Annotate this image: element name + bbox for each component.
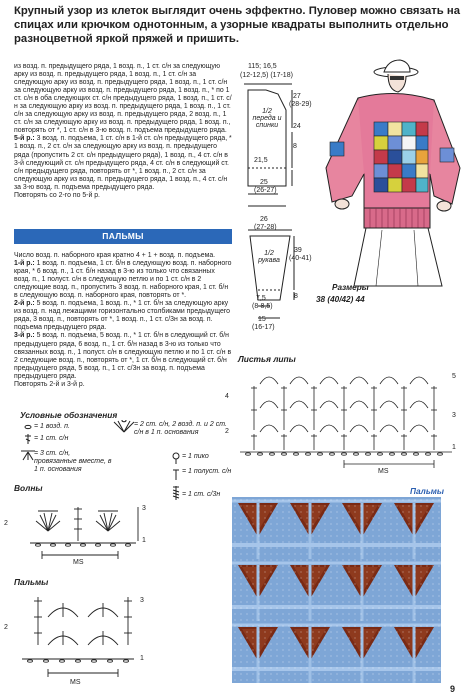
legend-item: = 1 пико	[182, 453, 209, 460]
row-number: 5	[452, 373, 456, 380]
stitch-columns	[251, 434, 437, 450]
row-number: 4	[225, 393, 229, 400]
legend-item: = 1 ст. с/3н	[182, 491, 221, 498]
dim-label: (26-27)	[254, 187, 277, 194]
dim-label: 21,5	[254, 157, 268, 164]
row-number: 2	[225, 428, 229, 435]
sunglasses	[390, 76, 404, 80]
dim-label: 7,5	[256, 295, 266, 302]
repeat-note: Повторять 2-й и 3-й р.	[14, 380, 85, 388]
dim-label: 115; 16,5	[248, 63, 277, 70]
pattern-paragraph: из возд. п. предыдущего ряда, 1 возд. п., 1 ст. с/н за следующую арку из возд. п. предыдущего ряда, 1 возд. п., 1 ст. с/н за следующую арку из возд. п. предыдущего ряда, 1 возд. п., 1 ст. с/н за следующую арку из возд. п. предыдущего ряда, 1 возд. п., * по 1 ст. с/н в оба следующих ст. с/н предыдущего ряда, 1 возд. п., 1 ст. с/н за следующую арку из возд. п. предыдущего ряда, 1 возд. п., 1 ст. с/н за следующую арку из возд. п. предыдущего ряда, 2 возд. п., 1 ст. с/н за следующую арку из возд. п. предыдущего ряда, 1 возд. п., повторять от *, 1 ст. с/н в 3-ю возд. п. подъема предыдущего ряда.	[14, 63, 232, 135]
dim-label: 27	[293, 93, 301, 100]
row-text: 3 возд. п. подъема, 1 ст. с/н в 1-й ст. с/н предыдущего ряда, * 1 возд. п., 2 ст. с/н за следующую арку из возд. п. предыдущего ряда (пропустить 2 ст. с/н предыдущего ряда), 1 возд. п., 4 ст. с/н в 3-й следующий ст. с/н предыдущего ряда, 4 ст. с/н в следующий ст. с/н предыдущего ряда, повторять от *, 1 возд. п., 2 ст. с/н за следующую арку из возд. п. предыдущего ряда, 1 возд. п., 4 ст. с/н за 3-ю возд. п. подъема предыдущего ряда.	[14, 135, 232, 191]
legend-item: = 1 возд. п.	[34, 423, 70, 430]
row-number: 1	[140, 655, 144, 662]
picot-symbol-icon	[173, 453, 179, 459]
palms-heading: ПАЛЬМЫ	[14, 229, 232, 244]
palm-motif	[48, 603, 78, 645]
fan-motif	[96, 511, 120, 531]
dim-label: (12-12,5) (17-18)	[240, 72, 293, 79]
row-number: 3	[452, 412, 456, 419]
skirt	[354, 228, 442, 286]
row-number: 3	[140, 597, 144, 604]
dim-label: 24	[293, 123, 301, 130]
dim-label: 39	[294, 247, 302, 254]
leaves-title: Листья липы	[238, 354, 296, 364]
sleeve-label: 1/2 рукава	[258, 250, 280, 264]
dim-label: (16-17)	[252, 324, 275, 331]
dim-label: (40-41)	[289, 255, 312, 262]
waves-title: Волны	[14, 483, 43, 493]
intro-text: Крупный узор из клеток выглядит очень эффектно. Пуловер можно связать на спицах или крючком однотонным, а узорные квадраты выполнить отдельно разноцветной яркой пряжей и пришить.	[14, 5, 460, 45]
sizes-label: Размеры	[332, 283, 369, 292]
dim-label: 26	[260, 216, 268, 223]
row-label: 3-й р.:	[14, 332, 35, 340]
row-number: 1	[452, 444, 456, 451]
row-text: 5 возд. п. подъема, 1 возд. п., * 1 ст. б/н за следующую арку из возд. п. над лежащими горизонтально столбиками предыдущего ряда, 3 возд. п., повторять от *, 1 возд. п., 1 ст. с/3н за возд. п. подъема предыдущего ряда.	[14, 300, 230, 332]
v-stitch-symbol-icon	[114, 420, 134, 432]
legend-item: = 3 ст. с/н, провязанные вместе, в 1 п. основания	[34, 450, 112, 473]
cluster-column	[74, 507, 82, 541]
fashion-illustration	[318, 58, 468, 288]
legend-item: = 2 ст. с/н, 2 возд. п. и 2 ст. с/н в 1 п. основания	[134, 421, 227, 436]
row-label: 5-й р.:	[14, 135, 35, 143]
dc-symbol-icon	[25, 434, 31, 444]
cluster-symbol-icon	[21, 451, 35, 460]
legend-item: = 1 ст. с/н	[34, 435, 69, 442]
dim-label: 8	[293, 143, 297, 150]
chain-symbol-icon	[25, 425, 31, 428]
dim-label: 15	[258, 316, 266, 323]
page-number: 9	[450, 684, 456, 694]
row-text: 1 возд. п. подъема, 1 ст. б/н в следующую возд. п. наборного края, * 6 возд. п., 1 ст. б/н назад в 3-ю из только что связанных возд. п., 1 полуст. с/н в следующую петлю и по 1 ст. с/н в 2 следующие возд. п., пропустить 3 возд. п. наборного края, 1 ст. б/н в следующую возд. п. наборного края, повторять от *.	[14, 260, 232, 300]
palms-chart	[8, 587, 158, 687]
dim-label: (28-29)	[289, 101, 312, 108]
photo-title: Пальмы	[410, 486, 444, 496]
tr3-symbol-icon	[173, 486, 179, 500]
stitch-columns-upper	[251, 386, 437, 430]
ms-label: MS	[378, 468, 389, 475]
ms-label: MS	[73, 559, 84, 566]
palms-text	[14, 252, 232, 389]
leaves-chart	[234, 364, 466, 472]
palms-intro: Число возд. п. наборного края кратно 4 + 1 + возд. п. подъема.	[14, 252, 216, 259]
sizes-value: 38 (40/42) 44	[316, 295, 365, 304]
row-number: 1	[142, 537, 146, 544]
row-label: 1-й р.:	[14, 260, 35, 268]
fan-motif	[36, 511, 60, 531]
palm-motif	[88, 603, 118, 645]
palms-photo	[232, 497, 441, 683]
repeat-note: Повторять со 2-го по 5-й р.	[14, 191, 100, 199]
row-number: 2	[4, 624, 8, 631]
body-piece-outline	[248, 90, 286, 186]
row-text: 5 возд. п. подъема, 5 возд. п., * 1 ст. б/н в следующий ст. б/н предыдущего ряда, 6 возд. п., 1 ст. б/н назад в 3-ю из только что связанных возд. п., 1 полуст. с/н в следующую петлю и по 1 ст. с/н в 2 следующие возд. п., повторять от *, 1 ст. б/н в следующий ст. б/н предыдущего ряда, 5 возд. п., 1 ст. с/3н за возд. п. подъема предыдущего ряда.	[14, 332, 232, 380]
front-back-label: 1/2 переда и спинки	[252, 108, 282, 129]
pattern-text-upper	[14, 63, 232, 200]
dim-label: (8-8,5)	[252, 303, 273, 310]
palm-motif	[124, 597, 132, 645]
hat-crown	[384, 60, 410, 72]
dim-label: (27-28)	[254, 224, 277, 231]
dim-label: 25	[260, 179, 268, 186]
row-number: 2	[4, 520, 8, 527]
row-number: 3	[142, 505, 146, 512]
dim-label: 8	[294, 293, 298, 300]
ms-label: MS	[70, 679, 81, 686]
palm-motif	[34, 597, 42, 645]
legend-title: Условные обозначения	[20, 410, 118, 420]
chain-row	[246, 453, 443, 455]
row-label: 2-й р.:	[14, 300, 35, 308]
palms-chart-title: Пальмы	[14, 577, 49, 587]
legend-item: = 1 полуст. с/н	[182, 468, 232, 475]
